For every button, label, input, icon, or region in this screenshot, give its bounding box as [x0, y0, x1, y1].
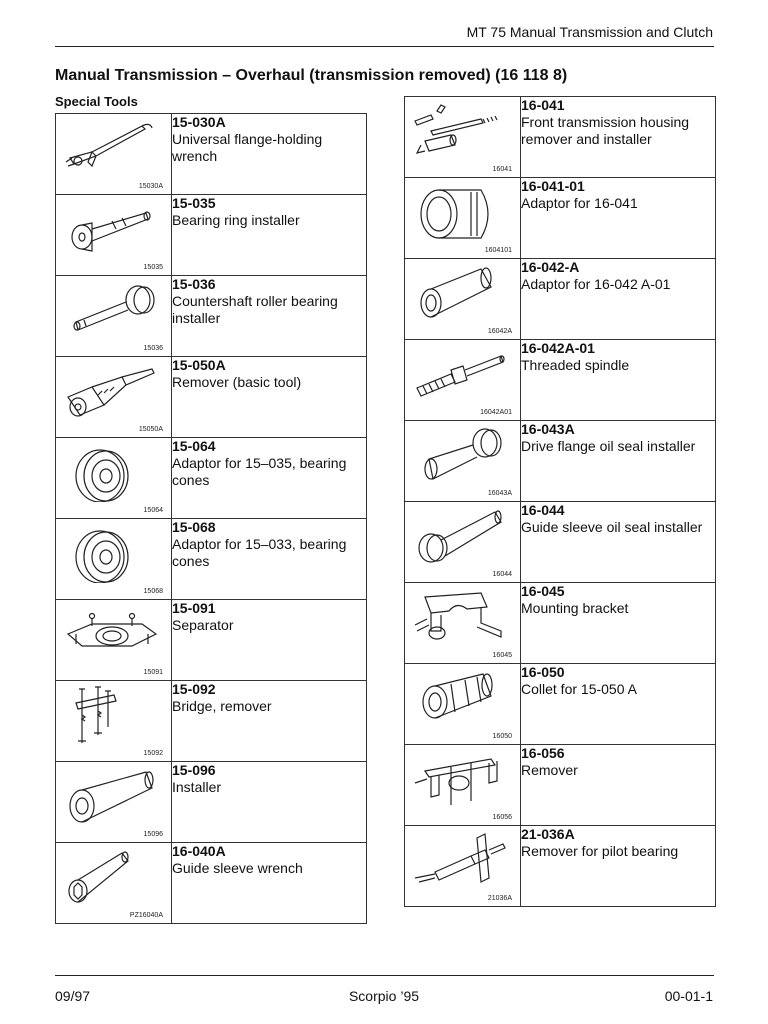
- tool-description-cell: [172, 195, 367, 276]
- tool-description: Remover (basic tool): [172, 374, 302, 390]
- table-row: [405, 502, 716, 583]
- tool-code: 15-092: [172, 681, 216, 697]
- flange-wrench-icon: [62, 118, 162, 178]
- table-row: [56, 195, 367, 276]
- tool-image-caption: 15092: [143, 750, 163, 757]
- left-tools-table: [55, 113, 367, 924]
- tool-image-caption: 15064: [143, 507, 163, 514]
- page-title: Manual Transmission – Overhaul (transmission removed) (16 118 8): [55, 67, 568, 84]
- adaptor-sleeve-icon: [411, 263, 511, 323]
- tool-image-cell: [405, 664, 521, 745]
- tool-image-caption: 16044: [492, 571, 512, 578]
- bearing-ring-installer-icon: [62, 199, 162, 259]
- tool-image-caption: 16045: [492, 652, 512, 659]
- guide-sleeve-wrench-icon: [62, 847, 162, 907]
- tool-image-cell: [56, 195, 172, 276]
- tool-image-cell: [405, 583, 521, 664]
- tool-description-cell: [172, 438, 367, 519]
- tool-code: 16-056: [521, 745, 565, 761]
- tool-code: 16-041: [521, 97, 565, 113]
- tool-description: Bearing ring installer: [172, 212, 300, 228]
- tool-image-cell: [56, 357, 172, 438]
- tool-image-cell: [56, 681, 172, 762]
- tool-image-cell: [405, 502, 521, 583]
- tool-image-cell: [56, 762, 172, 843]
- tool-description-cell: [172, 762, 367, 843]
- tool-description-cell: [172, 681, 367, 762]
- pilot-bearing-remover-icon: [411, 830, 511, 890]
- footer-model: Scorpio ’95: [348, 988, 420, 1004]
- tool-image-cell: [405, 421, 521, 502]
- table-row: [405, 583, 716, 664]
- tool-image-caption: 21036A: [487, 895, 512, 902]
- threaded-spindle-icon: [411, 344, 511, 404]
- tool-code: 15-091: [172, 600, 216, 616]
- tool-image-caption: 16041: [492, 166, 512, 173]
- tool-description: Remover for pilot bearing: [521, 843, 679, 859]
- table-row: [405, 340, 716, 421]
- tool-image-cell: [405, 340, 521, 421]
- adaptor-cup-icon: [411, 182, 511, 242]
- tool-description: Guide sleeve oil seal installer: [521, 519, 703, 535]
- tool-image-caption: 15030A: [138, 183, 163, 190]
- tool-description: Adaptor for 15–035, bearing cones: [172, 455, 347, 488]
- table-row: [56, 276, 367, 357]
- table-row: [405, 178, 716, 259]
- tool-image-caption: 16042A01: [480, 409, 512, 416]
- collet-icon: [411, 668, 511, 728]
- tool-image-caption: 16042A: [487, 328, 512, 335]
- tool-description-cell: [521, 583, 716, 664]
- tool-code: 15-050A: [172, 357, 226, 373]
- tool-description: Mounting bracket: [521, 600, 629, 616]
- table-row: [56, 843, 367, 924]
- table-row: [405, 664, 716, 745]
- tool-description-cell: [521, 421, 716, 502]
- tool-image-cell: [56, 276, 172, 357]
- tool-image-caption: 16050: [492, 733, 512, 740]
- table-row: [405, 745, 716, 826]
- tool-image-caption: 15068: [143, 588, 163, 595]
- tool-description-cell: [172, 843, 367, 924]
- tool-code: 16-050: [521, 664, 565, 680]
- roller-bearing-installer-icon: [62, 280, 162, 340]
- tool-image-cell: [405, 826, 521, 907]
- tool-description: Bridge, remover: [172, 698, 272, 714]
- running-header: MT 75 Manual Transmission and Clutch: [466, 24, 713, 40]
- tool-description: Remover: [521, 762, 578, 778]
- footer-page-number: 00-01-1: [664, 988, 713, 1004]
- tool-image-cell: [56, 600, 172, 681]
- tool-description-cell: [521, 178, 716, 259]
- tool-description-cell: [521, 502, 716, 583]
- tool-image-caption: 15050A: [138, 426, 163, 433]
- mounting-bracket-icon: [411, 587, 511, 647]
- tool-description: Threaded spindle: [521, 357, 630, 373]
- tool-code: 16-042A-01: [521, 340, 595, 356]
- tool-description: Countershaft roller bearing installer: [172, 293, 338, 326]
- tool-image-caption: 15091: [143, 669, 163, 676]
- tool-code: 15-096: [172, 762, 216, 778]
- table-row: [56, 357, 367, 438]
- adaptor-ring-icon: [62, 523, 162, 583]
- table-row: [56, 114, 367, 195]
- tool-code: 16-043A: [521, 421, 575, 437]
- housing-remover-kit-icon: [411, 101, 511, 161]
- tool-description: Installer: [172, 779, 222, 795]
- separator-icon: [62, 604, 162, 664]
- tool-image-cell: [56, 519, 172, 600]
- table-row: [56, 681, 367, 762]
- tool-image-caption: 16043A: [487, 490, 512, 497]
- tool-description-cell: [172, 276, 367, 357]
- tool-description: Adaptor for 16-041: [521, 195, 638, 211]
- tool-code: 16-041-01: [521, 178, 585, 194]
- tool-image-cell: [56, 843, 172, 924]
- bridge-remover-icon: [62, 685, 162, 745]
- header-rule: [55, 46, 714, 47]
- tool-code: 15-030A: [172, 114, 226, 130]
- tool-code: 16-042-A: [521, 259, 580, 275]
- puller-remover-icon: [411, 749, 511, 809]
- tool-image-caption: 1604101: [484, 247, 512, 254]
- tool-description-cell: [172, 600, 367, 681]
- tool-code: 21-036A: [521, 826, 575, 842]
- special-tools-label: Special Tools: [55, 94, 138, 109]
- tool-description-cell: [521, 664, 716, 745]
- tool-image-caption: 15036: [143, 345, 163, 352]
- tool-description: Drive flange oil seal installer: [521, 438, 696, 454]
- table-row: [405, 421, 716, 502]
- tool-image-cell: [405, 178, 521, 259]
- tool-description-cell: [172, 519, 367, 600]
- right-tools-table: [404, 96, 716, 907]
- tool-image-cell: [405, 97, 521, 178]
- oil-seal-installer-icon: [411, 425, 511, 485]
- tool-image-caption: 15035: [143, 264, 163, 271]
- tool-image-cell: [405, 259, 521, 340]
- tool-description: Separator: [172, 617, 234, 633]
- tool-image-caption: 15096: [143, 831, 163, 838]
- footer-date: 09/97: [55, 988, 91, 1004]
- tool-description-cell: [521, 97, 716, 178]
- tool-description-cell: [172, 357, 367, 438]
- guide-sleeve-installer-icon: [411, 506, 511, 566]
- table-row: [56, 519, 367, 600]
- tool-description: Adaptor for 15–033, bearing cones: [172, 536, 347, 569]
- tool-description: Front transmission housing remover and installer: [521, 114, 690, 147]
- tool-code: 15-035: [172, 195, 216, 211]
- tool-code: 15-064: [172, 438, 216, 454]
- tool-image-caption: PZ16040A: [129, 912, 163, 919]
- tool-image-cell: [405, 745, 521, 826]
- tool-description-cell: [521, 340, 716, 421]
- adaptor-ring-icon: [62, 442, 162, 502]
- tool-description: Guide sleeve wrench: [172, 860, 303, 876]
- tool-description-cell: [172, 114, 367, 195]
- installer-tube-icon: [62, 766, 162, 826]
- table-row: [56, 438, 367, 519]
- tool-image-caption: 16056: [492, 814, 512, 821]
- tool-code: 16-040A: [172, 843, 226, 859]
- tool-description: Universal flange-holding wrench: [172, 131, 323, 164]
- tool-image-cell: [56, 438, 172, 519]
- tool-code: 15-068: [172, 519, 216, 535]
- tool-code: 16-044: [521, 502, 565, 518]
- tool-description: Collet for 15-050 A: [521, 681, 637, 697]
- tool-code: 15-036: [172, 276, 216, 292]
- table-row: [405, 826, 716, 907]
- tool-description-cell: [521, 826, 716, 907]
- remover-basic-tool-icon: [62, 361, 162, 421]
- tool-image-cell: [56, 114, 172, 195]
- tool-description-cell: [521, 745, 716, 826]
- table-row: [56, 762, 367, 843]
- table-row: [405, 97, 716, 178]
- tool-code: 16-045: [521, 583, 565, 599]
- footer-rule: [55, 975, 714, 976]
- tool-description-cell: [521, 259, 716, 340]
- table-row: [405, 259, 716, 340]
- tool-description: Adaptor for 16-042 A-01: [521, 276, 671, 292]
- table-row: [56, 600, 367, 681]
